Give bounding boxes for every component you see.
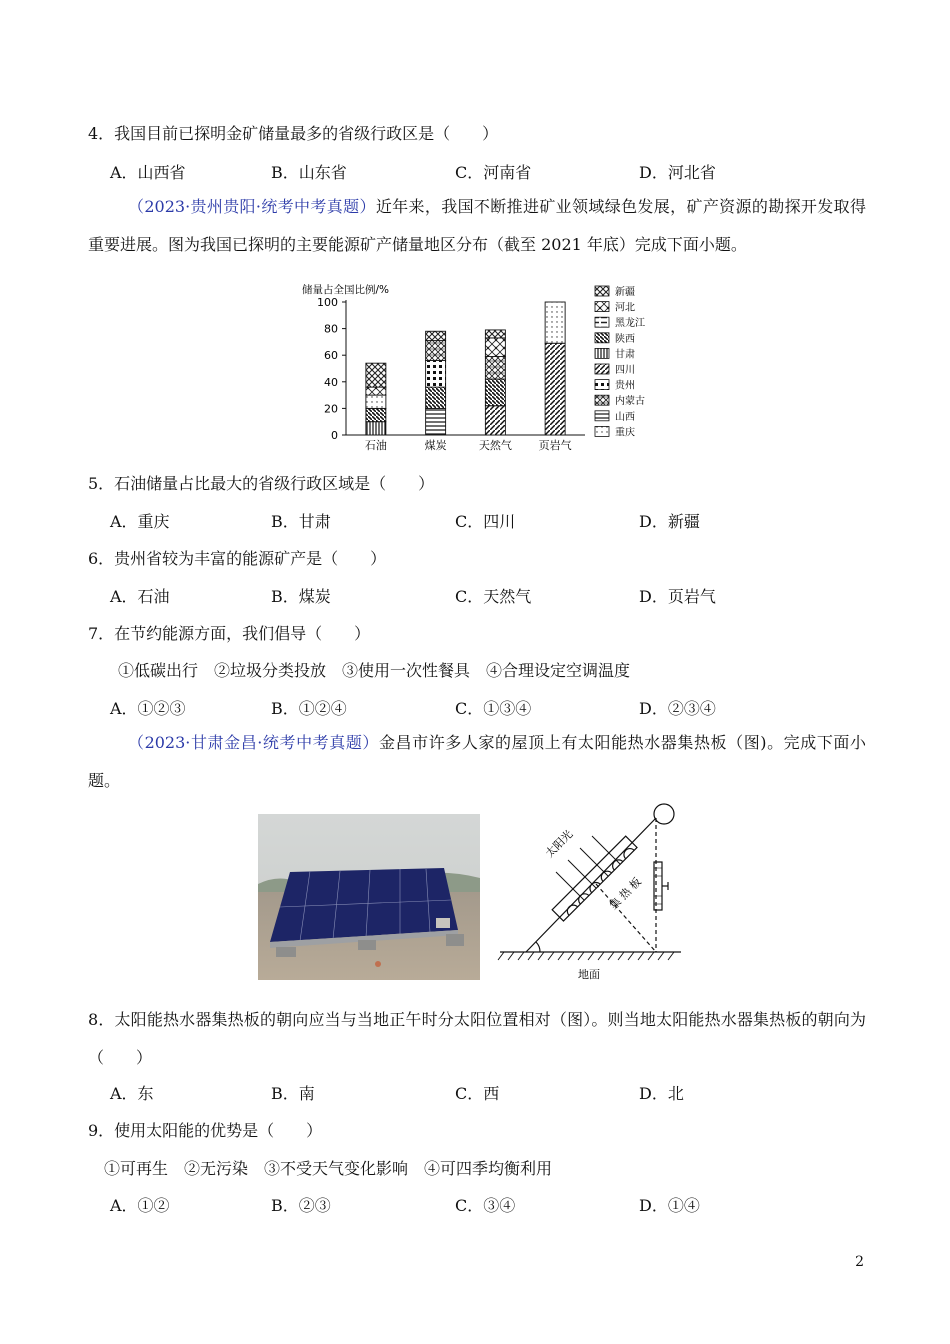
legend-label: 陕西 <box>615 333 635 345</box>
bar-segment <box>426 408 446 435</box>
bar-segment <box>426 387 446 408</box>
q4-option-b: B．山东省 <box>271 163 347 182</box>
q7-option-a: A．①②③ <box>110 699 186 718</box>
q9-option-d: D．①④ <box>639 1196 700 1215</box>
legend-swatch <box>595 302 609 312</box>
bar-segment <box>545 302 565 343</box>
legend-label: 河北 <box>615 302 635 314</box>
q6-option-a: A．石油 <box>110 587 170 606</box>
x-tick-label: 石油 <box>364 439 387 452</box>
q4-option-d: D．河北省 <box>639 163 716 182</box>
q8-option-b: B．南 <box>271 1084 315 1103</box>
question-6-stem: 6．贵州省较为丰富的能源矿产是（ ） <box>88 549 387 568</box>
bar-segment <box>485 357 505 380</box>
q5-option-d: D．新疆 <box>639 512 700 531</box>
legend-swatch <box>595 333 609 343</box>
bar-segment <box>485 330 505 338</box>
question-8-stem: 8．太阳能热水器集热板的朝向应当与当地正午时分太阳位置相对（图）。则当地太阳能热水器集热板的朝向为（ ） <box>88 1010 866 1067</box>
q7-option-c: C．①③④ <box>455 699 532 718</box>
q9-option-a: A．①② <box>110 1196 170 1215</box>
bar-segment <box>545 343 565 435</box>
q5-option-c: C．四川 <box>455 512 516 531</box>
passage-2 <box>88 724 866 800</box>
q6-option-c: C．天然气 <box>455 587 532 606</box>
panel-label-2: 热 <box>616 885 634 903</box>
question-9-stem: 9．使用太阳能的优势是（ ） <box>88 1121 323 1140</box>
question-4-stem: 4．我国目前已探明金矿储量最多的省级行政区是（ ） <box>88 124 499 143</box>
question-7-statements: ①低碳出行 ②垃圾分类投放 ③使用一次性餐具 ④合理设定空调温度 <box>118 661 631 680</box>
panel-label-1: 集 <box>606 895 624 913</box>
y-tick-label: 0 <box>331 429 338 442</box>
q5-option-b: B．甘肃 <box>271 512 331 531</box>
y-tick-label: 80 <box>324 322 338 336</box>
passage-1-text: 近年来，我国不断推进矿业领域绿色发展，矿产资源的勘探开发取得重要进展。图为我国已探明的主要能源矿产储量地区分布（截至 2021 年底）完成下面小题。 <box>88 197 866 254</box>
q4-option-c: C．河南省 <box>455 163 532 182</box>
q5-option-a: A．重庆 <box>110 512 170 531</box>
legend-swatch <box>595 395 609 405</box>
bar-segment <box>366 363 386 387</box>
q8-option-c: C．西 <box>455 1084 500 1103</box>
q7-option-d: D．②③④ <box>639 699 716 718</box>
passage-1-source: （2023·贵州贵阳·统考中考真题） <box>128 197 376 216</box>
reserves-stacked-bar-chart <box>300 280 670 460</box>
legend-label: 内蒙古 <box>615 396 645 408</box>
passage-2-source: （2023·甘肃金昌·统考中考真题） <box>128 733 379 752</box>
bar-segment <box>366 422 386 435</box>
bar-segment <box>485 379 505 406</box>
q8-option-a: A．东 <box>110 1084 154 1103</box>
y-tick-label: 40 <box>324 375 338 389</box>
y-tick-label: 100 <box>317 296 338 309</box>
legend-swatch <box>595 380 609 390</box>
panel-label-3: 板 <box>626 875 644 893</box>
legend-label: 贵州 <box>615 380 635 392</box>
page-number: 2 <box>855 1254 864 1270</box>
bar-segment <box>485 338 505 357</box>
x-tick-label: 页岩气 <box>538 439 572 452</box>
legend-swatch <box>595 317 609 327</box>
bar-segment <box>426 361 446 388</box>
question-7-stem: 7．在节约能源方面，我们倡导（ ） <box>88 624 371 643</box>
legend-swatch <box>595 364 609 374</box>
passage-1 <box>88 188 866 264</box>
legend-label: 新疆 <box>615 287 635 298</box>
legend-swatch <box>595 426 609 436</box>
bar-segment <box>366 387 386 395</box>
question-5-stem: 5．石油储量占比最大的省级行政区域是（ ） <box>88 474 435 493</box>
q4-option-a: A．山西省 <box>110 163 186 182</box>
q9-option-c: C．③④ <box>455 1196 516 1215</box>
legend-label: 甘肃 <box>615 349 635 361</box>
bar-segment <box>366 395 386 408</box>
passage-2-text: 金昌市许多人家的屋顶上有太阳能热水器集热板（图)。完成下面小题。 <box>88 733 866 790</box>
q6-option-b: B．煤炭 <box>271 587 331 606</box>
legend-swatch <box>595 286 609 296</box>
legend-swatch <box>595 348 609 358</box>
y-tick-label: 60 <box>324 349 338 363</box>
y-axis-label: 储量占全国比例/% <box>302 284 390 296</box>
q6-option-d: D．页岩气 <box>639 587 716 606</box>
x-tick-label: 天然气 <box>478 439 512 452</box>
sunlight-label: 太阳光 <box>542 827 576 861</box>
y-tick-label: 20 <box>324 402 338 416</box>
legend-label: 四川 <box>615 365 635 376</box>
solar-panel-photo <box>258 814 480 980</box>
legend-swatch <box>595 411 609 421</box>
x-tick-label: 煤炭 <box>424 439 447 452</box>
q9-option-b: B．②③ <box>271 1196 331 1215</box>
question-9-statements: ①可再生 ②无污染 ③不受天气变化影响 ④可四季均衡利用 <box>104 1159 553 1178</box>
chart-bars <box>365 302 572 452</box>
legend-label: 山西 <box>615 411 635 423</box>
q8-option-d: D．北 <box>639 1084 684 1103</box>
bar-segment <box>426 341 446 361</box>
ground-label: 地面 <box>578 968 600 981</box>
legend-label: 重庆 <box>615 427 635 439</box>
bar-segment <box>426 331 446 340</box>
bar-segment <box>366 408 386 421</box>
chart-legend <box>595 286 645 438</box>
solar-collector-diagram <box>496 800 686 985</box>
bar-segment <box>485 406 505 435</box>
legend-label: 黑龙江 <box>615 318 645 330</box>
q7-option-b: B．①②④ <box>271 699 347 718</box>
